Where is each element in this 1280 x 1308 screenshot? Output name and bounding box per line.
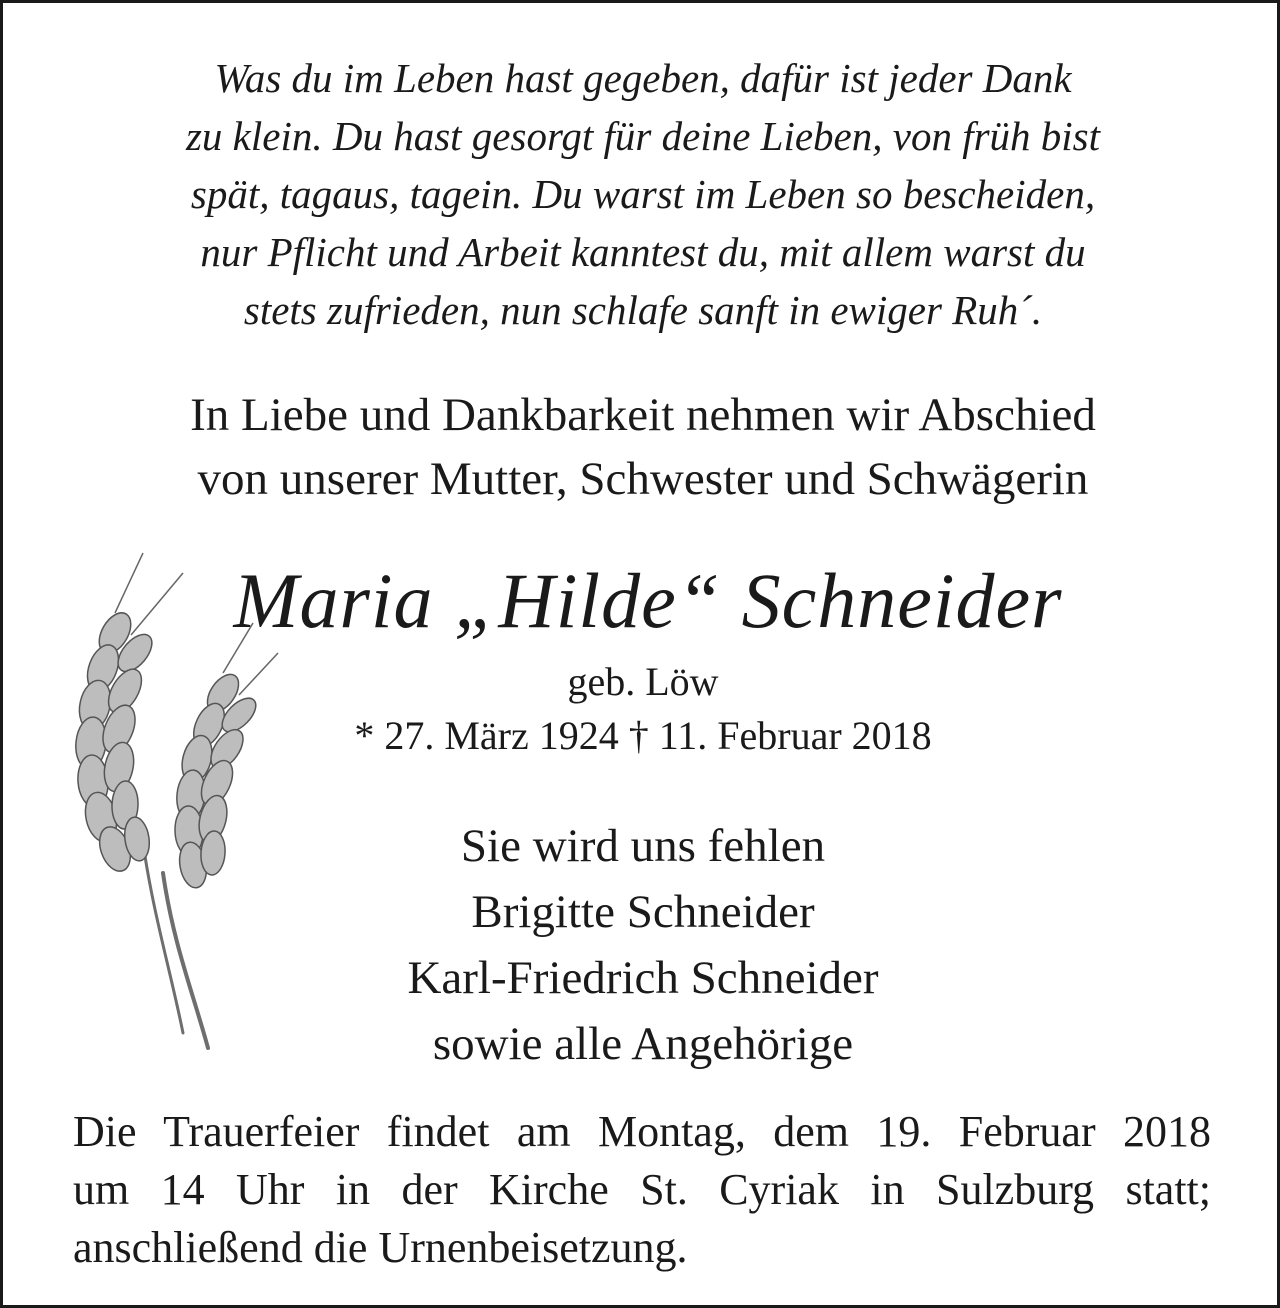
mourners bbox=[303, 813, 983, 1077]
intro-line: von unserer Mutter, Schwester und Schwägerin bbox=[197, 453, 1089, 505]
poem-line: nur Pflicht und Arbeit kanntest du, mit allem warst du bbox=[200, 229, 1086, 275]
deceased-name: Maria „Hilde“ Schneider bbox=[233, 557, 1063, 644]
mourner-line: sowie alle Angehörige bbox=[432, 1018, 854, 1070]
mourner-line: Sie wird uns fehlen bbox=[460, 820, 826, 872]
poem bbox=[63, 49, 1223, 339]
mourner-line: Brigitte Schneider bbox=[471, 886, 815, 938]
poem-line: spät, tagaus, tagein. Du warst im Leben so bescheiden, bbox=[190, 171, 1096, 217]
intro-line: In Liebe und Dankbarkeit nehmen wir Abschied bbox=[190, 389, 1096, 441]
funeral-service-info bbox=[73, 1103, 1211, 1277]
life-dates: * 27. März 1924 † 11. Februar 2018 bbox=[354, 713, 932, 758]
poem-line: stets zufrieden, nun schlafe sanft in ewiger Ruh´. bbox=[243, 287, 1043, 333]
service-line: Die Trauerfeier findet am Montag, dem 19. Februar 2018 bbox=[73, 1107, 1211, 1156]
poem-line: zu klein. Du hast gesorgt für deine Lieben, von früh bist bbox=[185, 113, 1101, 159]
service-line: um 14 Uhr in der Kirche St. Cyriak in Sulzburg statt; bbox=[73, 1165, 1211, 1214]
mourner-line: Karl-Friedrich Schneider bbox=[407, 952, 879, 1004]
poem-line: Was du im Leben hast gegeben, dafür ist jeder Dank bbox=[214, 55, 1072, 101]
maiden-name: geb. Löw bbox=[567, 659, 719, 704]
service-line: anschließend die Urnenbeisetzung. bbox=[73, 1223, 688, 1272]
farewell-intro bbox=[63, 383, 1223, 511]
